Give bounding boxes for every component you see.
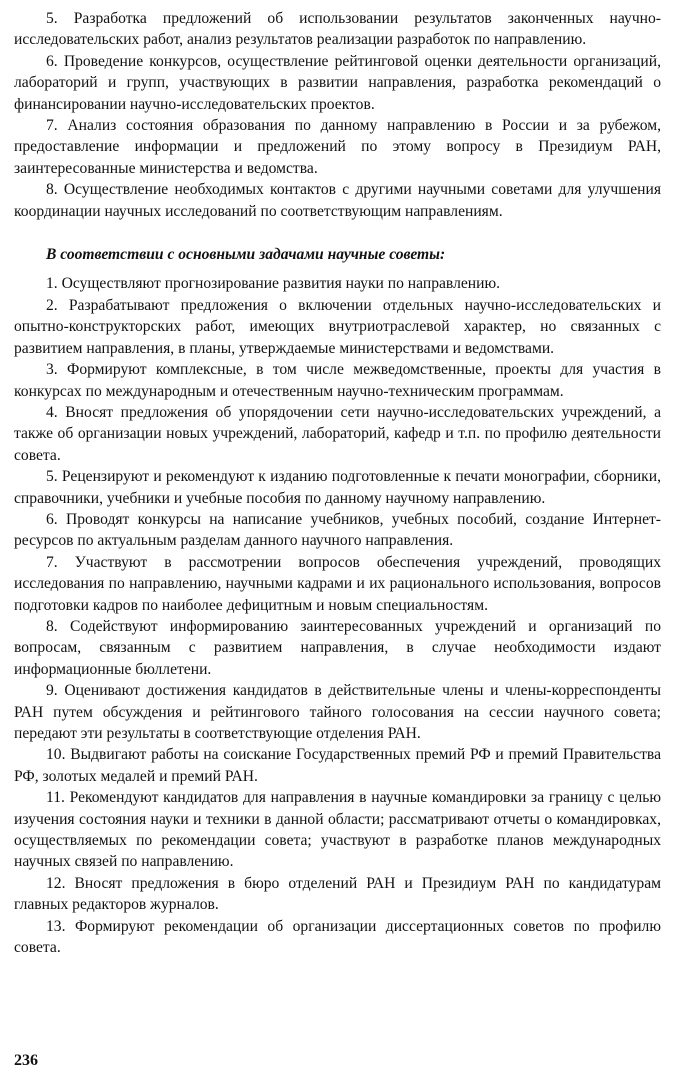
page-number: 236: [14, 1052, 38, 1069]
council-item-11: 11. Рекомендуют кандидатов для направления в научные командировки за границу с целью изучения состояния науки и техники в данной области; рассматривают отчеты о командировках, осуществляемых по рекомендации совета; участвуют в разработке планов международных научных связей по направлению.: [14, 789, 661, 871]
section-gap: [14, 222, 661, 244]
council-item-13: 13. Формируют рекомендации об организации диссертационных советов по профилю совета.: [14, 917, 661, 957]
council-item-1: 1. Осуществляют прогнозирование развития науки по направлению.: [46, 275, 501, 293]
page-body: [14, 8, 661, 958]
council-item-10: 10. Выдвигают работы на соискание Государственных премий РФ и премий Правительства РФ, золотых медалей и премий РАН.: [14, 746, 661, 785]
paragraph-top-8: 8. Осуществление необходимых контактов с другими научными советами для улучшения координации научных исследований по соответствующим направлениям.: [14, 181, 661, 220]
council-item-9: 9. Оценивают достижения кандидатов в действительные члены и члены-корреспонденты РАН путем обсуждения и рейтингового тайного голосования на сессии научного совета; передают эти результаты в соответствующие отделения РАН.: [14, 682, 661, 742]
council-item-8: 8. Содействуют информированию заинтересованных учреждений и организаций по вопросам, связанным с развитием направления, в случае необходимости издают информационные бюллетени.: [14, 617, 661, 678]
paragraph-top-7: 7. Анализ состояния образования по данному направлению в России и за рубежом, предоставление информации и предложений по этому вопросу в Президиум РАН, заинтересованные министерства и ведомства.: [14, 117, 661, 177]
council-item-4: 4. Вносят предложения об упорядочении сети научно-исследовательских учреждений, а также об организации новых учреждений, лабораторий, кафедр и т.п. по профилю деятельности совета.: [14, 403, 661, 464]
council-item-7: 7. Участвуют в рассмотрении вопросов обеспечения учреждений, проводящих исследования по направлению, научными кадрами и их рационального использования, вопросов подготовки кадров по наиболее дефицитным и новым специальностям.: [14, 553, 661, 614]
council-item-5: 5. Рецензируют и рекомендуют к изданию подготовленные к печати монографии, сборники, справочники, учебники и учебные пособия по данному научному направлению.: [14, 468, 661, 507]
council-item-6: 6. Проводят конкурсы на написание учебников, учебных пособий, создание Интернет-ресурсов по актуальным разделам данного научного направления.: [14, 510, 661, 550]
council-item-2: 2. Разрабатывают предложения о включении отдельных научно-исследовательских и опытно-конструкторских работ, имеющих внутриотраслевой характер, но связанных с развитием направления, в планы, утверждаемые министерствами и ведомствами.: [14, 296, 661, 357]
paragraph-top-6: 6. Проведение конкурсов, осуществление рейтинговой оценки деятельности организаций, лабораторий и групп, участвующих в развитии направления, разработка рекомендаций о финансировании научно-исследовательских проектов.: [14, 52, 661, 113]
section-heading: В соответствии с основными задачами научные советы:: [46, 246, 446, 264]
council-item-12: 12. Вносят предложения в бюро отделений РАН и Президиум РАН по кандидатурам главных редакторов журналов.: [14, 874, 661, 914]
council-item-3: 3. Формируют комплексные, в том числе межведомственные, проекты для участия в конкурсах по международным и отечественным научно-техническим программам.: [14, 361, 661, 400]
paragraph-top-5: 5. Разработка предложений об использовании результатов законченных научно-исследовательских работ, анализ результатов реализации разработок по направлению.: [14, 10, 661, 49]
